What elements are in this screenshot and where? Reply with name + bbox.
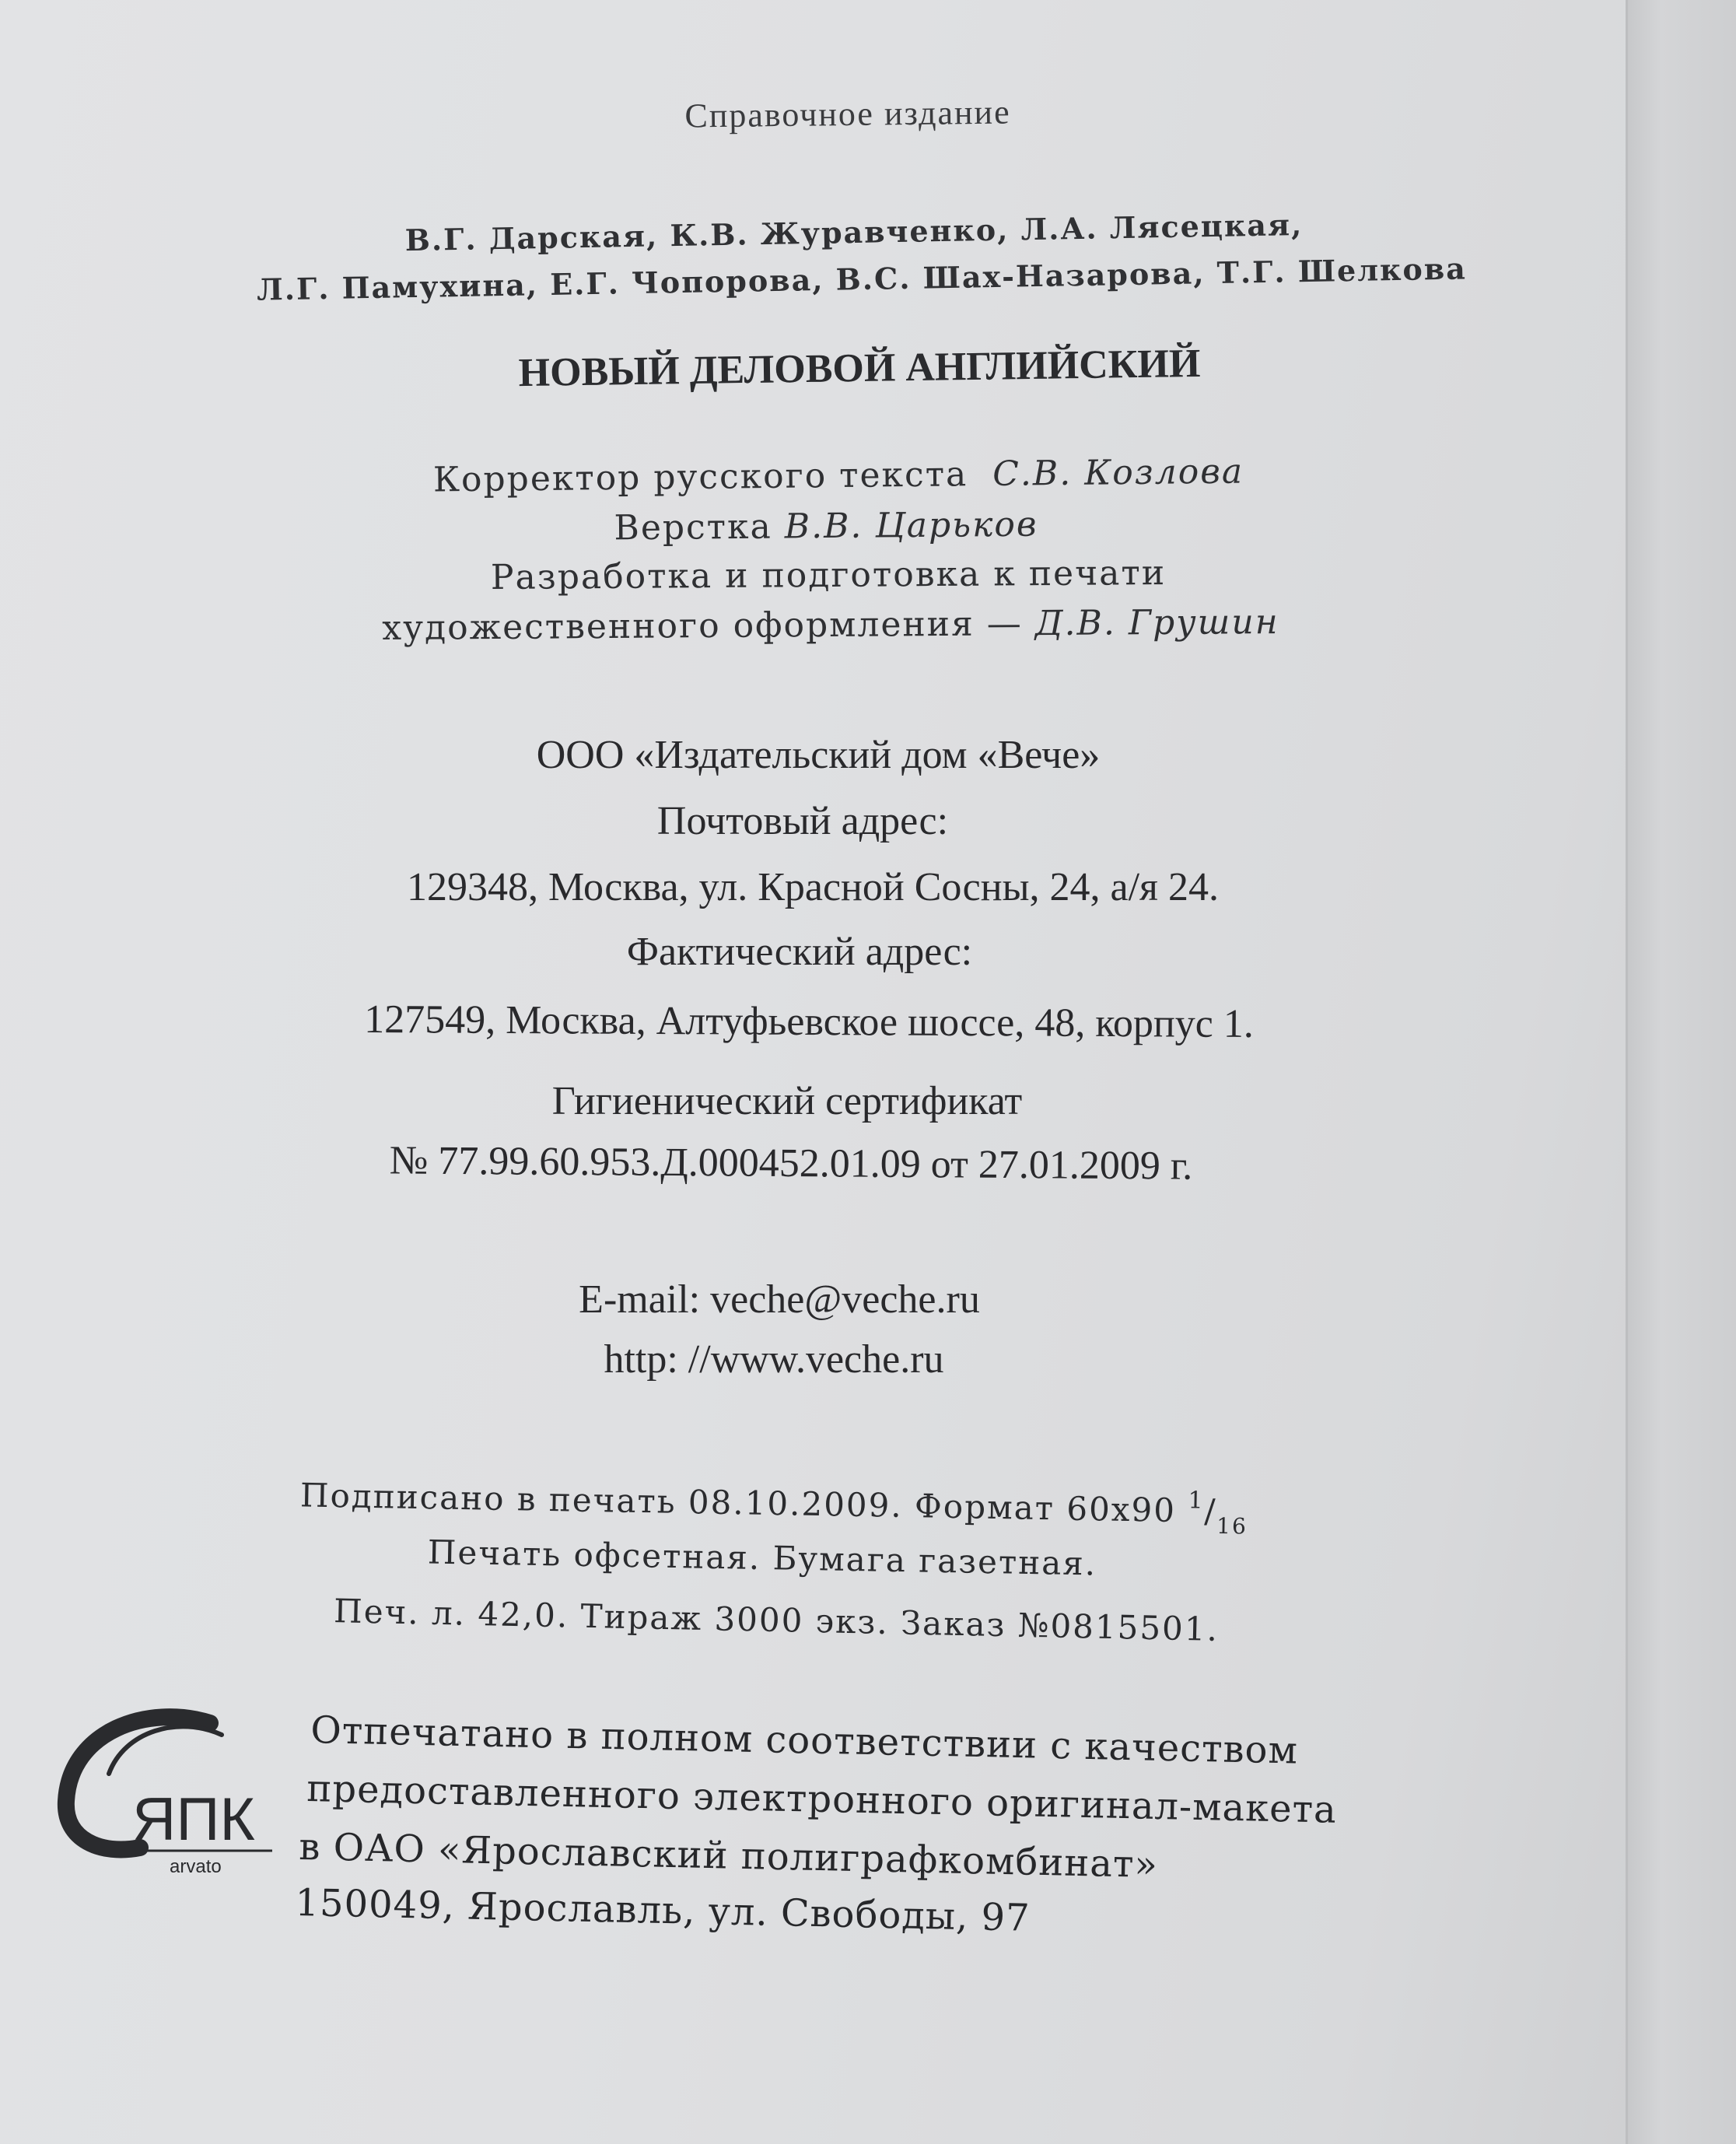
certificate-number: № 77.99.60.953.Д.000452.01.09 от 27.01.2009 г. — [389, 1138, 1193, 1189]
authors-line-1: В.Г. Дарская, К.В. Журавченко, Л.А. Лясецкая, — [404, 206, 1304, 258]
imprint-line-1 — [299, 1473, 1248, 1540]
postal-address-label: Почтовый адрес: — [656, 799, 949, 843]
publisher-website: http: //www.veche.ru — [604, 1337, 944, 1382]
imprint-line-2: Печать офсетная. Бумага газетная. — [427, 1533, 1097, 1583]
format-numerator: 1 — [1188, 1487, 1205, 1515]
postal-address: 129348, Москва, ул. Красной Сосны, 24, а/я 24. — [407, 865, 1219, 909]
printer-line-2: предоставленного электронного оригинал-макета — [306, 1767, 1338, 1832]
imprint-line-3: Печ. л. 42,0. Тираж 3000 экз. Заказ №0815501. — [333, 1592, 1220, 1648]
logo-sub: arvato — [170, 1856, 222, 1877]
design-name: Д.В. Грушин — [1034, 601, 1279, 644]
corrector-label: Корректор русского текста — [432, 454, 968, 500]
printer-line-3: в ОАО «Ярославский полиграфкомбинат» — [298, 1825, 1159, 1887]
printer-logo-icon — [54, 1700, 280, 1887]
design-credit-line-2 — [382, 601, 1279, 649]
printer-line-1: Отпечатано в полном соответствии с качеством — [310, 1708, 1299, 1773]
printer-logo — [54, 1700, 280, 1887]
design-label: художественного оформления — — [382, 604, 1023, 649]
imprint-signed-format: Подписано в печать 08.10.2009. Формат 60x90 — [299, 1476, 1177, 1530]
layout-label: Верстка — [614, 506, 772, 548]
format-separator: / — [1203, 1491, 1217, 1530]
printer-line-4: 150049, Ярославль, ул. Свободы, 97 — [294, 1881, 1031, 1940]
book-title: НОВЫЙ ДЕЛОВОЙ АНГЛИЙСКИЙ — [518, 341, 1201, 396]
actual-address: 127549, Москва, Алтуфьевское шоссе, 48, корпус 1. — [364, 997, 1254, 1046]
layout-name: В.В. Царьков — [784, 504, 1038, 547]
authors-line-2: Л.Г. Памухина, Е.Г. Чопорова, В.С. Шах-Назарова, Т.Г. Шелкова — [256, 250, 1468, 307]
logo-mark: ЯПК — [132, 1785, 255, 1853]
publisher-email: E-mail: veche@veche.ru — [579, 1277, 980, 1322]
publisher-name: ООО «Издательский дом «Вече» — [536, 733, 1101, 777]
certificate-label: Гигиенический сертификат — [551, 1079, 1023, 1123]
actual-address-label: Фактический адрес: — [626, 930, 973, 974]
corrector-credit — [432, 451, 1244, 500]
page-header: Справочное издание — [684, 93, 1011, 135]
format-denominator: 16 — [1216, 1512, 1248, 1540]
design-credit-line-1: Разработка и подготовка к печати — [490, 552, 1167, 598]
corrector-name: С.В. Козлова — [992, 451, 1244, 494]
page-edge — [1626, 0, 1736, 2144]
layout-credit — [614, 504, 1038, 548]
